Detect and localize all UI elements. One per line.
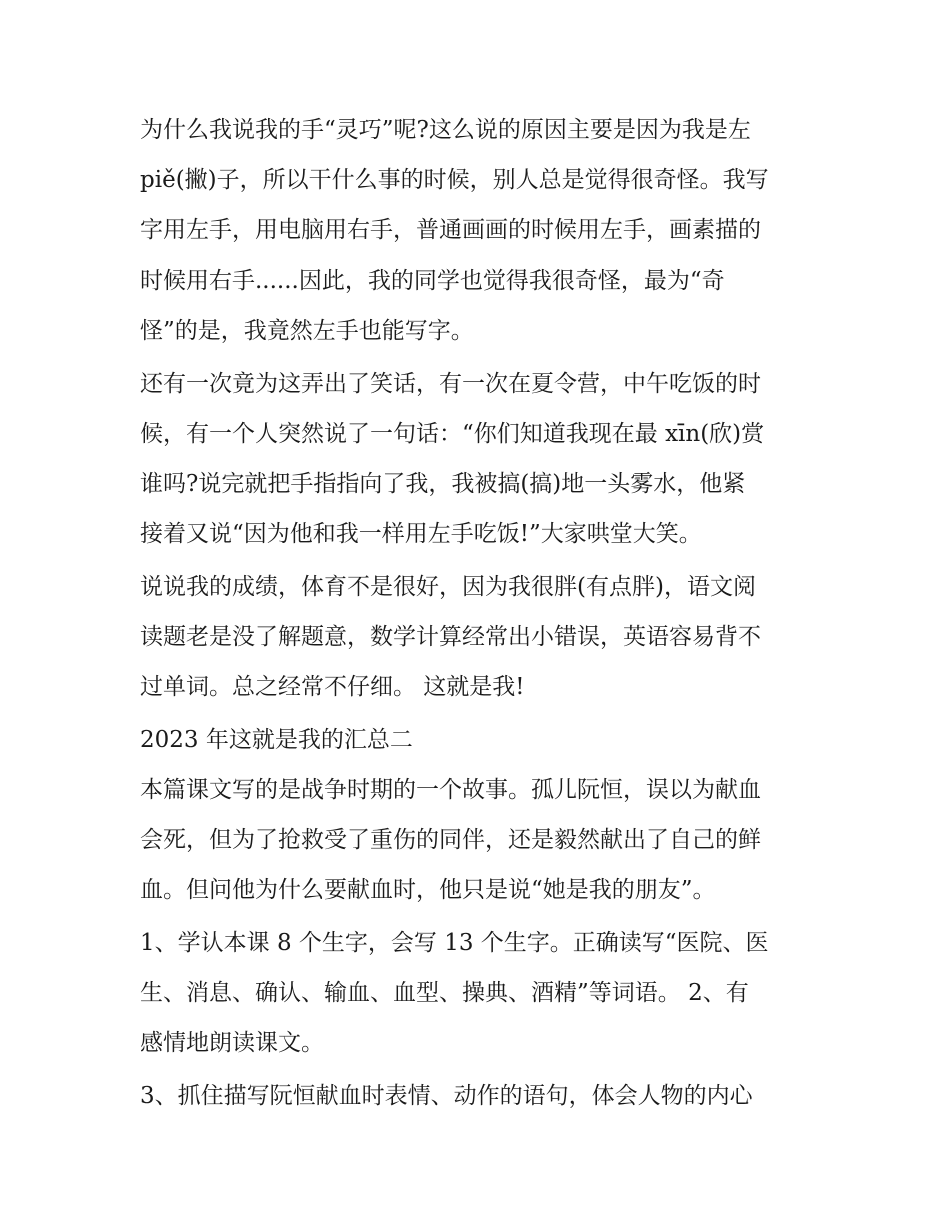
text-line: piě(撇)子，所以干什么事的时候，别人总是觉得很奇怪。我写 [140, 167, 769, 193]
text-line: 读题老是没了解题意，数学计算经常出小错误，英语容易背不 [140, 624, 761, 650]
text-line: 字用左手，用电脑用右手，普通画画的时候用左手，画素描的 [140, 217, 761, 243]
text-line: 生、消息、确认、输血、血型、操典、酒精”等词语。 2、有 [140, 980, 749, 1006]
text-line: 时候用右手......因此，我的同学也觉得我很奇怪，最为“奇 [140, 268, 725, 294]
text-line: 感情地朗读课文。 [140, 1030, 324, 1056]
text-line: 为什么我说我的手“灵巧”呢?这么说的原因主要是因为我是左 [140, 117, 751, 143]
text-line: 还有一次竟为这弄出了笑话，有一次在夏令营，中午吃饭的时 [140, 371, 761, 397]
text-line: 3、抓住描写阮恒献血时表情、动作的语句，体会人物的内心 [140, 1083, 753, 1109]
text-line: 过单词。总之经常不仔细。 这就是我! [140, 674, 525, 700]
text-line: 会死，但为了抢救受了重伤的同伴，还是毅然献出了自己的鲜 [140, 827, 761, 853]
text-line: 说说我的成绩，体育不是很好，因为我很胖(有点胖)，语文阅 [140, 574, 756, 600]
section-heading: 2023 年这就是我的汇总二 [140, 727, 413, 753]
text-line: 谁吗?说完就把手指指向了我，我被搞(搞)地一头雾水，他紧 [140, 471, 746, 497]
text-line: 接着又说“因为他和我一样用左手吃饭!”大家哄堂大笑。 [140, 521, 702, 547]
text-line: 血。但问他为什么要献血时，他只是说“她是我的朋友”。 [140, 877, 716, 903]
text-line: 1、学认本课 8 个生字，会写 13 个生字。正确读写“医院、医 [140, 930, 769, 956]
text-line: 候，有一个人突然说了一句话：“你们知道我现在最 xīn(欣)赏 [140, 421, 765, 447]
text-line: 怪”的是，我竟然左手也能写字。 [140, 318, 474, 344]
text-line: 本篇课文写的是战争时期的一个故事。孤儿阮恒，误以为献血 [140, 777, 761, 803]
